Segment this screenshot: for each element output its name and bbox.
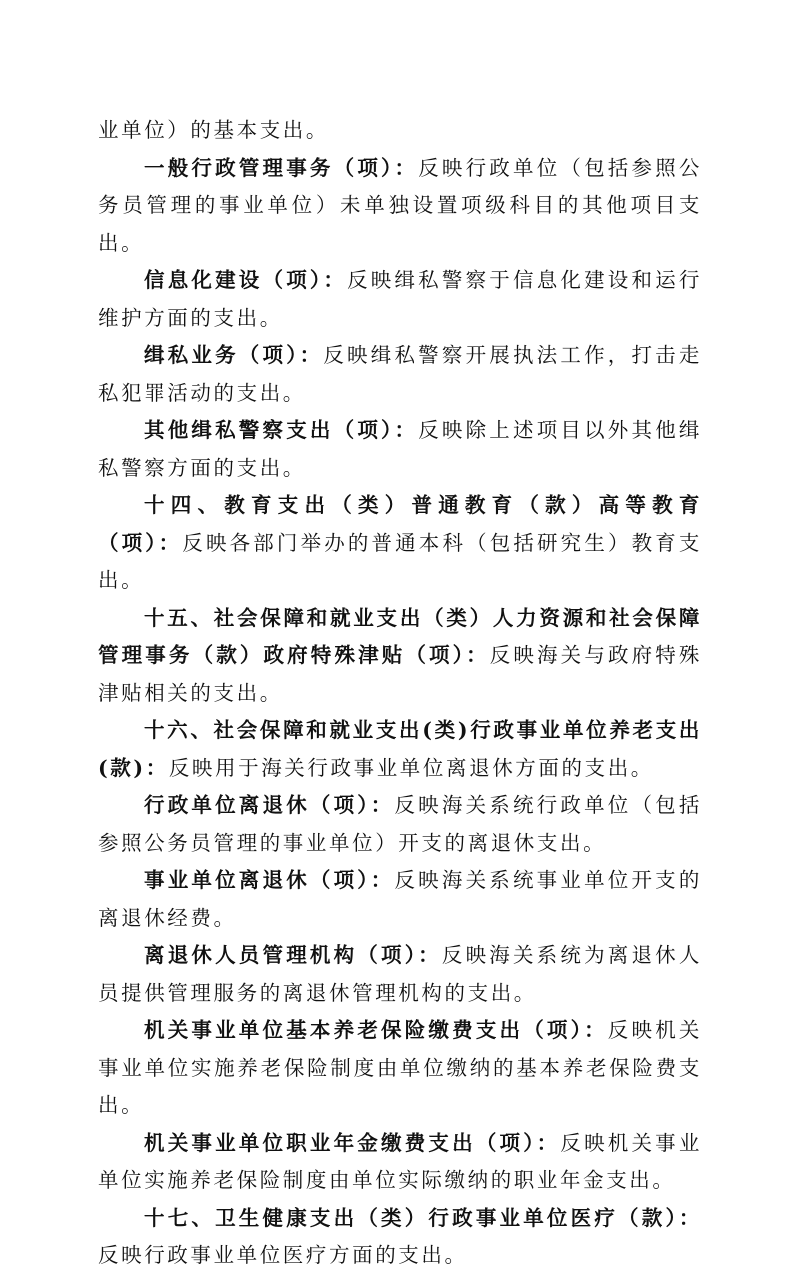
- paragraph-10: [98, 862, 702, 937]
- document-page: [98, 112, 702, 1275]
- paragraph-text: 业单位）的基本支出。: [98, 118, 329, 142]
- paragraph-3: [98, 262, 702, 337]
- paragraph-term: 十七、卫生健康支出（类）行政事业单位医疗（款）：: [144, 1205, 702, 1230]
- paragraph-9: [98, 787, 702, 862]
- paragraph-text: 反映机关事业单位实施养老保险制度由单位缴纳的基本养老保险费支出。: [98, 1018, 703, 1117]
- paragraph-term: 信息化建设（项）：: [144, 268, 348, 292]
- paragraph-1: [98, 112, 702, 150]
- paragraph-text: 反映用于海关行政事业单位离退休方面的支出。: [168, 755, 654, 780]
- paragraph-text: 反映海关与政府特殊津贴相关的支出。: [98, 643, 702, 705]
- paragraph-term: 机关事业单位基本养老保险缴费支出（项）：: [144, 1018, 608, 1042]
- paragraph-term: 十六、社会保障和就业支出(类)行政事业单位养老支出(款)：: [98, 718, 702, 780]
- paragraph-term: 离退休人员管理机构（项）：: [144, 943, 442, 967]
- paragraph-13: [98, 1125, 702, 1200]
- paragraph-term: 机关事业单位职业年金缴费支出（项）：: [144, 1130, 561, 1155]
- paragraph-12: [98, 1012, 702, 1125]
- paragraph-term: 十五、社会保障和就业支出（类）人力资源和社会保障管理事务（款）政府特殊津贴（项）：: [98, 605, 702, 667]
- paragraph-text: 反映机关事业单位实施养老保险制度由单位实际缴纳的职业年金支出。: [98, 1130, 702, 1192]
- paragraph-4: [98, 337, 702, 412]
- paragraph-text: 反映各部门举办的普通本科（包括研究生）教育支出。: [98, 530, 703, 592]
- paragraph-term: 一般行政管理事务（项）：: [144, 155, 419, 180]
- paragraph-11: [98, 937, 702, 1012]
- paragraph-term: 行政单位离退休（项）：: [144, 793, 395, 817]
- paragraph-2: [98, 150, 702, 263]
- paragraph-7: [98, 600, 702, 713]
- paragraph-text: 反映缉私警察于信息化建设和运行维护方面的支出。: [98, 268, 703, 330]
- paragraph-term: 事业单位离退休（项）：: [144, 868, 395, 892]
- paragraph-5: [98, 412, 702, 487]
- paragraph-text: 反映海关系统事业单位开支的离退休经费。: [98, 868, 702, 930]
- paragraph-6: [98, 487, 702, 600]
- paragraph-term: 十四、教育支出（类）普通教育（款）高等教育（项）：: [98, 493, 702, 555]
- paragraph-term: 缉私业务（项）：: [144, 343, 324, 367]
- paragraph-text: 反映海关系统行政单位（包括参照公务员管理的事业单位）开支的离退休支出。: [98, 793, 702, 855]
- paragraph-14: [98, 1200, 702, 1275]
- paragraph-text: 反映除上述项目以外其他缉私警察方面的支出。: [98, 418, 703, 480]
- paragraph-text: 反映缉私警察开展执法工作，打击走私犯罪活动的支出。: [98, 343, 702, 405]
- paragraph-text: 反映行政单位（包括参照公务员管理的事业单位）未单独设置项级科目的其他项目支出。: [98, 155, 703, 255]
- paragraph-8: [98, 712, 702, 787]
- paragraph-text: 反映海关系统为离退休人员提供管理服务的离退休管理机构的支出。: [98, 943, 702, 1005]
- paragraph-text: 反映行政事业单位医疗方面的支出。: [98, 1243, 468, 1267]
- paragraph-term: 其他缉私警察支出（项）：: [144, 418, 419, 442]
